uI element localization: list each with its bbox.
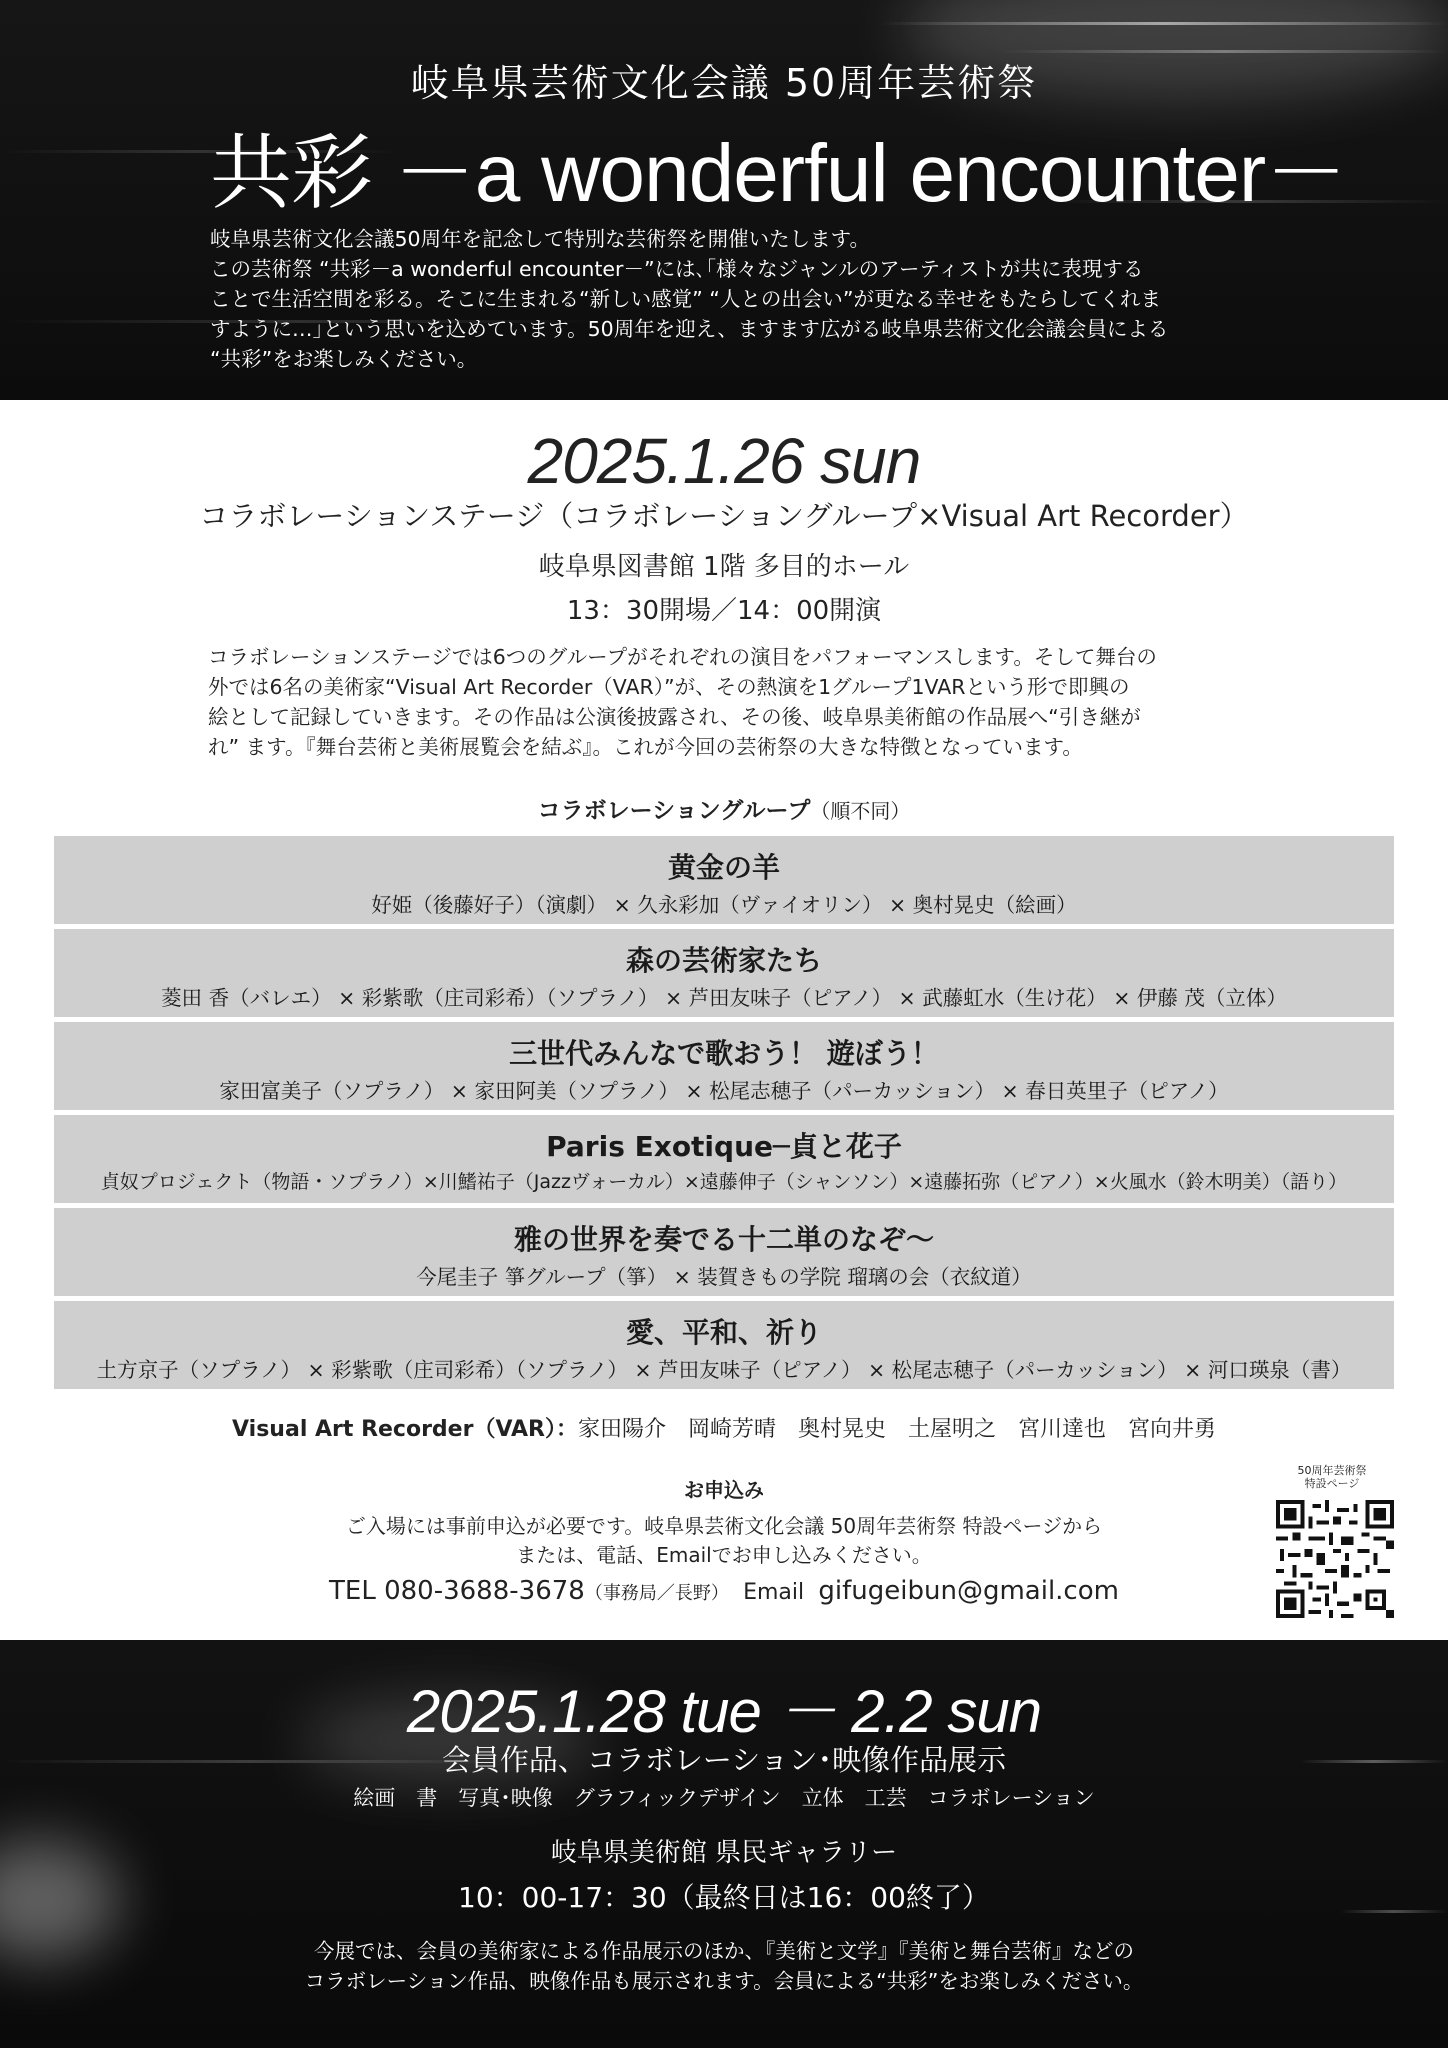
tel-note: （事務局／長野）	[584, 1583, 729, 1604]
exhibition-description	[0, 1936, 1448, 1996]
var-names: 家田陽介 岡崎芳晴 奥村晃史 土屋明之 宮川達也 宮向井勇	[577, 1417, 1216, 1442]
contact-line	[0, 1576, 1448, 1606]
group-name: 森の芸術家たち	[625, 944, 822, 977]
qr-label	[1272, 1464, 1392, 1490]
email-address[interactable]: gifugeibun@gmail.com	[818, 1576, 1119, 1606]
qr-code-icon[interactable]	[1276, 1500, 1394, 1618]
description-line: コラボレーションステージでは6つのグループがそれぞれの演目をパフォーマンスします。そして舞台の	[208, 645, 1157, 669]
stage-time: 13：30開場／14：00開演	[566, 596, 882, 626]
stage-venue: 岐阜県図書館 1階 多目的ホール	[538, 552, 910, 582]
exhibition-band	[0, 1640, 1448, 2048]
group-item	[54, 1301, 1394, 1389]
group-item	[54, 1022, 1394, 1110]
group-name: Paris Exotique─貞と花子	[546, 1130, 902, 1163]
exhibition-title: 会員作品、コラボレーション･映像作品展示	[441, 1743, 1007, 1777]
intro-line: この芸術祭 “共彩－a wonderful encounter－”には､｢様々なジャンルのアーティストが共に表現する	[210, 257, 1144, 281]
group-name: 愛、平和、祈り	[625, 1316, 822, 1349]
group-item	[54, 1115, 1394, 1203]
description-line: 外では6名の美術家“Visual Art Recorder（VAR）”が、その熱演を1グループ1VARという形で即興の	[208, 675, 1130, 699]
tel-number[interactable]: 080-3688-3678	[384, 1576, 585, 1606]
description-line: れ” ます。『舞台芸術と美術展覧会を結ぶ』。これが今回の芸術祭の大きな特徴となっています。	[208, 735, 1083, 759]
group-item	[54, 1208, 1394, 1296]
apply-heading: お申込み	[684, 1478, 764, 1502]
stage-description	[208, 642, 1248, 762]
group-members: 菱田 香（バレエ） × 彩紫歌（庄司彩希）（ソプラノ） × 芦田友味子（ピアノ） × 武藤虹水（生け花） × 伊藤 茂（立体）	[161, 986, 1287, 1010]
group-name: 黄金の羊	[667, 851, 780, 884]
intro-line: すように…｣という思いを込めています。50周年を迎え、ますます広がる岐阜県芸術文化会議会員による	[210, 317, 1169, 341]
exhibition-time: 10：00-17：30（最終日は16：00終了）	[458, 1881, 990, 1914]
description-line: 今展では、会員の美術家による作品展示のほか、『美術と文学』『美術と舞台芸術』などの	[314, 1939, 1134, 1963]
group-item	[54, 929, 1394, 1017]
description-line: 絵として記録していきます。その作品は公演後披露され、その後、岐阜県美術館の作品展へ“引き継が	[208, 705, 1141, 729]
description-line: コラボレーション作品、映像作品も展示されます。会員による“共彩”をお楽しみください。	[304, 1969, 1144, 1993]
exhibition-date: 2025.1.28 tue － 2.2 sun	[406, 1678, 1042, 1745]
stage-date: 2025.1.26 sun	[527, 425, 921, 497]
intro-line: ことで生活空間を彩る。そこに生まれる“新しい感覚” “人との出会い”が更なる幸せをもたらしてくれま	[210, 287, 1161, 311]
light-streak	[880, 22, 1448, 25]
festival-title: 共彩 －a wonderful encounter－	[210, 128, 1347, 219]
group-name: 雅の世界を奏でる十二単のなぞ～	[513, 1223, 934, 1256]
groups-heading-label: コラボレーショングループ	[537, 798, 811, 824]
var-list	[0, 1412, 1448, 1443]
group-name: 三世代みんなで歌おう！ 遊ぼう！	[509, 1037, 939, 1070]
apply-text	[0, 1512, 1448, 1570]
stage-title: コラボレーションステージ（コラボレーショングループ×Visual Art Recorder）	[199, 499, 1249, 533]
header-band	[0, 0, 1448, 400]
exhibition-venue: 岐阜県美術館 県民ギャラリー	[550, 1838, 898, 1868]
apply-line: ご入場には事前申込が必要です。岐阜県芸術文化会議 50周年芸術祭 特設ページから	[345, 1514, 1103, 1538]
festival-intro	[210, 224, 1250, 374]
exhibition-categories: 絵画 書 写真･映像 グラフィックデザイン 立体 工芸 コラボレーション	[353, 1786, 1095, 1810]
group-members: 貞奴プロジェクト（物語・ソプラノ）×川鰭祐子（Jazzヴォーカル）×遠藤伸子（シャンソン）×遠藤拓弥（ピアノ）×火風水（鈴木明美）（語り）	[100, 1171, 1348, 1193]
group-members: 家田富美子（ソプラノ） × 家田阿美（ソプラノ） × 松尾志穂子（パーカッション） × 春日英里子（ピアノ）	[219, 1079, 1229, 1103]
tel-label: TEL	[329, 1576, 376, 1606]
apply-line: または、電話、Emailでお申し込みください。	[516, 1543, 932, 1567]
groups-heading	[0, 792, 1448, 825]
intro-line: “共彩”をお楽しみください。	[210, 347, 478, 371]
var-label: Visual Art Recorder（VAR）：	[232, 1417, 578, 1442]
group-list	[54, 836, 1394, 1394]
qr-label-line: 50周年芸術祭	[1297, 1464, 1367, 1477]
groups-heading-note: （順不同）	[810, 799, 911, 823]
group-members: 土方京子（ソプラノ） × 彩紫歌（庄司彩希）（ソプラノ） × 芦田友味子（ピアノ） × 松尾志穂子（パーカッション） × 河口瑛泉（書）	[96, 1358, 1352, 1382]
festival-subtitle: 岐阜県芸術文化会議 50周年芸術祭	[410, 61, 1038, 105]
email-label: Email	[743, 1580, 805, 1605]
group-item	[54, 836, 1394, 924]
group-members: 好姫（後藤好子）（演劇） × 久永彩加（ヴァイオリン） × 奥村晃史（絵画）	[371, 893, 1077, 917]
intro-line: 岐阜県芸術文化会議50周年を記念して特別な芸術祭を開催いたします。	[210, 227, 870, 251]
group-members: 今尾圭子 箏グループ（箏） × 装賀きもの学院 瑠璃の会（衣紋道）	[416, 1265, 1032, 1289]
qr-label-line: 特設ページ	[1304, 1477, 1360, 1490]
